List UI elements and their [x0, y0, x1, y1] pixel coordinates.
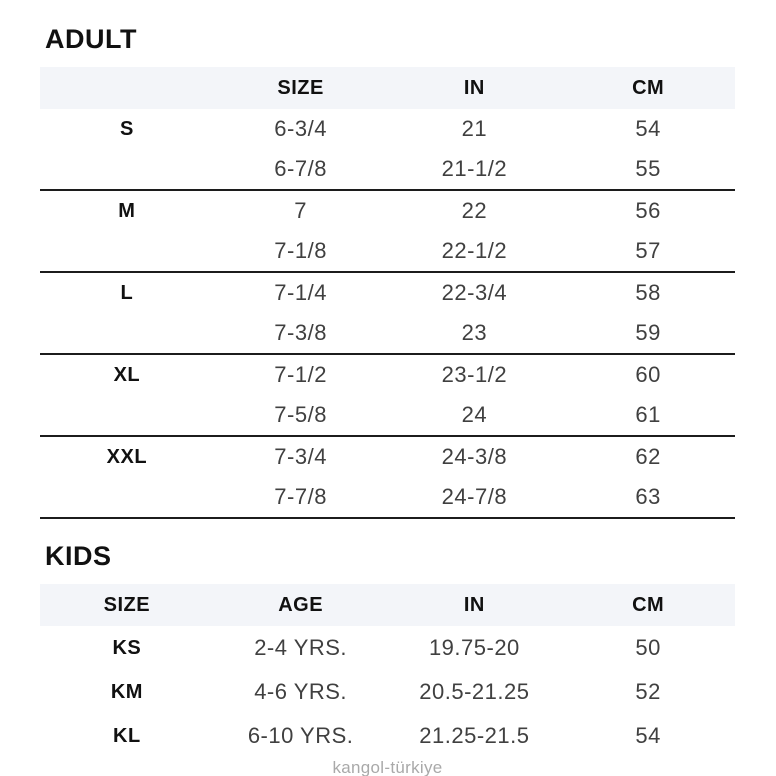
value-cell: 7-1/8: [214, 231, 388, 272]
value-cell: 7-5/8: [214, 395, 388, 436]
kids-col-header-cm: CM: [561, 584, 735, 626]
value-cell: 6-10 YRS.: [247, 723, 354, 748]
value-cell: 7-3/8: [214, 313, 388, 354]
value-cell: 2-4 YRS.: [254, 635, 348, 660]
value-cell: 4-6 YRS.: [254, 679, 348, 704]
adult-table-row: [40, 231, 735, 272]
value-cell: 21.25-21.5: [419, 723, 530, 748]
value-cell: 24: [388, 395, 562, 436]
size-label-cell: S: [119, 117, 134, 140]
kids-table-row: [40, 626, 735, 670]
value-cell: 6-3/4: [274, 116, 327, 141]
size-label-cell: [40, 313, 214, 354]
adult-header-row: [40, 67, 735, 109]
value-cell: 7: [294, 198, 307, 223]
value-cell: 24-3/8: [441, 444, 508, 469]
kids-section-title: KIDS: [45, 541, 112, 571]
value-cell: 59: [561, 313, 735, 354]
kids-header-row: [40, 584, 735, 626]
adult-table-body: [40, 109, 735, 518]
value-cell: 57: [561, 231, 735, 272]
size-label-cell: [40, 149, 214, 190]
size-label-cell: M: [118, 199, 136, 222]
value-cell: 55: [561, 149, 735, 190]
value-cell: 62: [635, 444, 661, 469]
adult-table-row: [40, 190, 735, 231]
adult-table-row: [40, 272, 735, 313]
value-cell: 22-3/4: [441, 280, 508, 305]
kids-table-header: [40, 584, 735, 626]
value-cell: 54: [635, 723, 661, 748]
value-cell: 7-1/2: [274, 362, 327, 387]
adult-table-row: [40, 109, 735, 149]
value-cell: 50: [635, 635, 661, 660]
value-cell: 7-1/4: [274, 280, 327, 305]
adult-table-row: [40, 477, 735, 518]
value-cell: 7-7/8: [214, 477, 388, 518]
value-cell: 58: [635, 280, 661, 305]
value-cell: 19.75-20: [428, 635, 520, 660]
value-cell: 6-7/8: [214, 149, 388, 190]
value-cell: 54: [635, 116, 661, 141]
adult-table-row: [40, 313, 735, 354]
value-cell: 21: [461, 116, 488, 141]
size-label-cell: XXL: [106, 445, 148, 468]
size-label-cell: [40, 395, 214, 436]
value-cell: 23-1/2: [441, 362, 508, 387]
adult-section-title: ADULT: [45, 24, 137, 54]
kids-table-row: [40, 714, 735, 758]
value-cell: 20.5-21.25: [419, 679, 530, 704]
value-cell: 23: [388, 313, 562, 354]
kids-col-header-age: AGE: [214, 584, 388, 626]
value-cell: 24-7/8: [388, 477, 562, 518]
adult-table-row: [40, 149, 735, 190]
kids-col-header-in: IN: [388, 584, 562, 626]
value-cell: 22-1/2: [388, 231, 562, 272]
size-label-cell: KS: [112, 636, 142, 659]
size-label-cell: XL: [113, 363, 141, 386]
value-cell: 60: [635, 362, 661, 387]
adult-table-header: [40, 67, 735, 109]
size-label-cell: KM: [110, 680, 143, 703]
value-cell: 61: [561, 395, 735, 436]
size-label-cell: [40, 231, 214, 272]
value-cell: 7-3/4: [274, 444, 327, 469]
size-label-cell: L: [120, 281, 134, 304]
adult-col-header-in: IN: [388, 67, 562, 109]
adult-col-header-blank: [40, 67, 214, 109]
value-cell: 63: [561, 477, 735, 518]
kids-size-table: [40, 584, 735, 758]
value-cell: 56: [635, 198, 661, 223]
adult-table-row: [40, 354, 735, 395]
kids-table-row: [40, 670, 735, 714]
size-label-cell: [40, 477, 214, 518]
adult-table-row: [40, 436, 735, 477]
value-cell: 22: [461, 198, 488, 223]
kids-col-header-size: SIZE: [40, 584, 214, 626]
value-cell: 52: [635, 679, 661, 704]
kids-table-body: [40, 626, 735, 758]
watermark-text: kangol-türkiye: [332, 758, 443, 776]
value-cell: 21-1/2: [388, 149, 562, 190]
adult-table-row: [40, 395, 735, 436]
adult-col-header-cm: CM: [561, 67, 735, 109]
adult-col-header-size: SIZE: [214, 67, 388, 109]
adult-size-table: [40, 67, 735, 519]
size-label-cell: KL: [113, 724, 141, 747]
